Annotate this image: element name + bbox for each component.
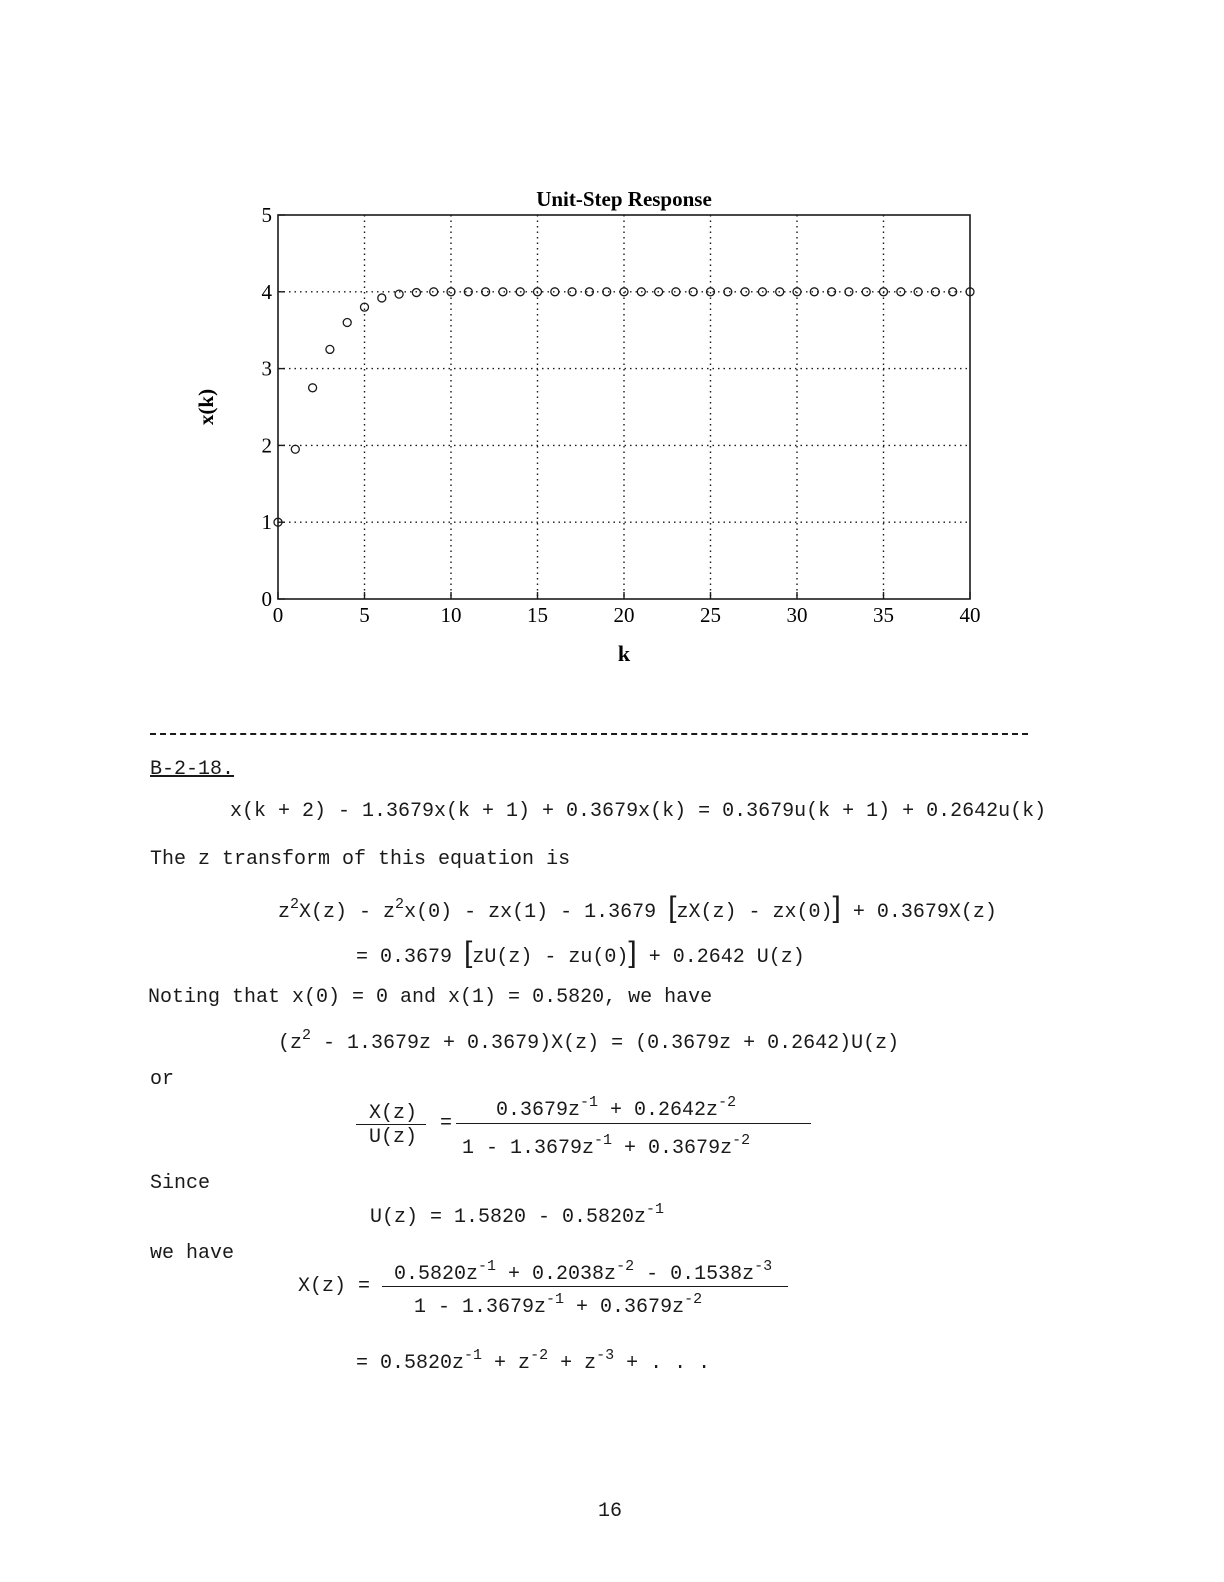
noting-text: Noting that x(0) = 0 and x(1) = 0.5820, we have: [148, 986, 713, 1009]
difference-equation: x(k + 2) - 1.3679x(k + 1) + 0.3679x(k) = 0.3679u(k + 1) + 0.2642u(k): [230, 800, 1047, 823]
or-text: or: [150, 1068, 175, 1091]
xz-fraction-bar: [382, 1286, 788, 1287]
y-tick-label: 3: [261, 356, 272, 381]
data-point: [845, 288, 853, 296]
y-tick-label: 5: [261, 203, 272, 227]
data-point: [914, 288, 922, 296]
data-point: [430, 288, 438, 296]
tf-fraction-bar: [456, 1123, 811, 1124]
x-tick-label: 25: [700, 603, 721, 627]
tf-equals: =: [440, 1112, 453, 1135]
page-number: 16: [598, 1500, 623, 1523]
ztransform-line-2: = 0.3679 [zU(z) - zu(0)] + 0.2642 U(z): [356, 936, 805, 969]
section-divider: [150, 733, 1028, 735]
x-tick-label: 15: [527, 603, 548, 627]
chart-ticks: [262, 203, 981, 627]
series-expansion: = $0.5820z^{-1} + z^{-2} + z^{-3}$ + . . .: [356, 1347, 711, 1375]
data-point: [309, 384, 317, 392]
x-tick-label: 5: [359, 603, 370, 627]
data-point: [672, 288, 680, 296]
x-tick-label: 10: [440, 603, 462, 627]
data-point: [568, 288, 576, 296]
ztransform-intro: The z transform of this equation is: [150, 848, 571, 871]
chart-ylabel: x(k): [194, 388, 218, 426]
y-tick-label: 0: [261, 587, 272, 611]
data-point: [326, 345, 334, 353]
x-tick-label: 30: [786, 603, 808, 627]
xz-denominator: $1 - 1.3679z^{-1} + 0.3679z^{-2}$: [414, 1291, 703, 1319]
x-tick-label: 20: [613, 603, 635, 627]
chart-title: Unit-Step Response: [536, 187, 712, 211]
since-text: Since: [150, 1172, 211, 1195]
x-tick-label: 40: [959, 603, 981, 627]
chart-xlabel: k: [617, 641, 631, 666]
data-point: [499, 288, 507, 296]
data-point: [447, 288, 455, 296]
data-point: [741, 288, 749, 296]
data-point: [343, 319, 351, 327]
xz-equals: =: [358, 1275, 371, 1298]
section-label: B-2-18.: [150, 758, 235, 781]
input-transform: $U(z) = 1.5820 - 0.5820z^{-1}$: [370, 1201, 665, 1229]
data-point: [412, 289, 420, 297]
y-tick-label: 1: [261, 510, 272, 535]
polynomial-equation: $(z^2 - 1.3679z + 0.3679)X(z) = (0.3679z + 0.2642)U(z)$: [278, 1027, 900, 1055]
xz-numerator: $0.5820z^{-1} + 0.2038z^{-2} - 0.1538z^{-3}$: [394, 1258, 773, 1286]
we-have-text: we have: [150, 1242, 235, 1265]
data-point: [291, 445, 299, 453]
tf-denominator: $1 - 1.3679z^{-1} + 0.3679z^{-2}$: [462, 1132, 751, 1160]
chart-grid: [278, 215, 970, 599]
unit-step-response-chart: [0, 0, 1224, 700]
data-point: [862, 288, 870, 296]
tf-lhs-denominator: U(z): [369, 1126, 418, 1149]
data-point: [378, 294, 386, 302]
data-point: [620, 288, 628, 296]
xz-lhs: X(z): [298, 1275, 347, 1298]
x-tick-label: 35: [873, 603, 894, 627]
y-tick-label: 4: [261, 279, 272, 304]
y-tick-label: 2: [261, 433, 272, 458]
ztransform-line-1: $z^2X(z) - z^2x(0) - zx(1) - 1.3679$ [zX(z) - zx(0)] + 0.3679X(z): [278, 891, 997, 924]
tf-lhs-fraction-bar: [356, 1124, 426, 1125]
data-point: [793, 288, 801, 296]
data-point: [551, 288, 559, 296]
tf-numerator: $0.3679z^{-1} + 0.2642z^{-2}$: [496, 1094, 737, 1122]
chart-plot-frame: [278, 215, 970, 599]
tf-lhs-numerator: X(z): [369, 1102, 418, 1125]
x-tick-label: 0: [272, 603, 284, 627]
